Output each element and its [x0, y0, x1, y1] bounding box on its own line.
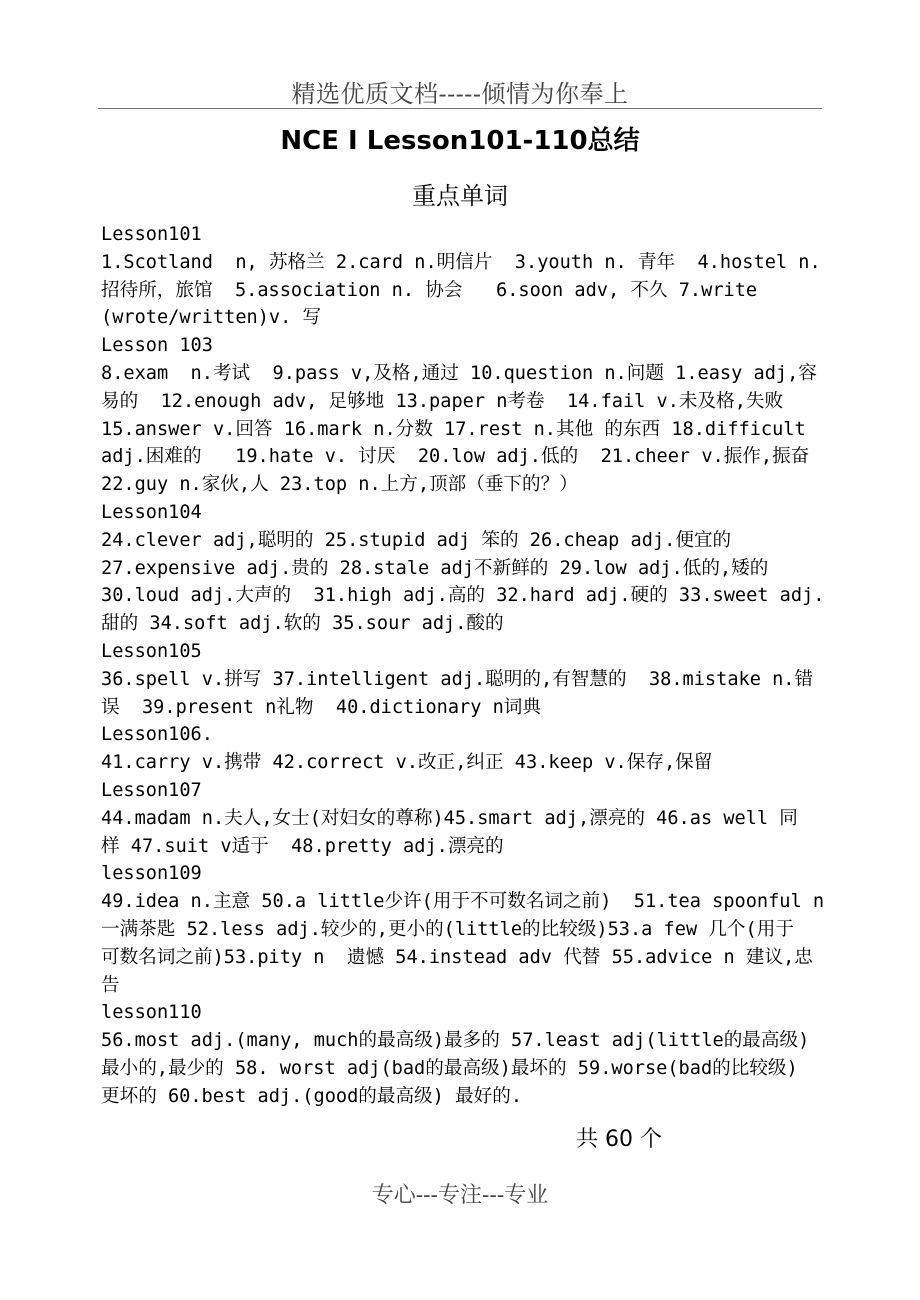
- text-line: Lesson104: [101, 501, 202, 523]
- word-count: 共 60 个: [576, 1127, 662, 1152]
- text-line: lesson109: [101, 863, 202, 885]
- text-line: adj.困难的 19.hate v. 讨厌 20.low adj.低的 21.cheer v.振作,振奋: [101, 446, 810, 468]
- vocabulary-list: [101, 221, 837, 1111]
- text-line: 1.Scotland n, 苏格兰 2.card n.明信片 3.youth n. 青年 4.hostel n.: [101, 251, 821, 273]
- text-line: 22.guy n.家伙,人 23.top n.上方,顶部（垂下的？）: [101, 474, 578, 496]
- text-line: 一满茶匙 52.less adj.较少的,更小的(little的比较级)53.a few 几个(用于: [101, 918, 794, 940]
- text-line: 样 47.suit v适于 48.pretty adj.漂亮的: [101, 835, 504, 857]
- text-line: 最小的,最少的 58. worst adj(bad的最高级)最坏的 59.worse(bad的比较级): [101, 1057, 798, 1079]
- text-line: 告: [101, 974, 120, 996]
- text-line: 30.loud adj.大声的 31.high adj.高的 32.hard adj.硬的 33.sweet adj.: [101, 585, 825, 607]
- document-title: NCE I Lesson101-110总结: [280, 126, 640, 156]
- text-line: Lesson106.: [101, 724, 213, 746]
- text-line: lesson110: [101, 1002, 202, 1024]
- text-line: 27.expensive adj.贵的 28.stale adj不新鲜的 29.low adj.低的,矮的: [101, 557, 769, 579]
- text-line: 44.madam n.夫人,女士(对妇女的尊称)45.smart adj,漂亮的 46.as well 同: [101, 807, 798, 829]
- text-line: 56.most adj.(many, much的最高级)最多的 57.least adj(little的最高级): [101, 1030, 810, 1052]
- page-header: 精选优质文档-----倾情为你奉上: [291, 80, 629, 108]
- text-line: 8.exam n.考试 9.pass v,及格,通过 10.question n.问题 1.easy adj,容: [101, 362, 817, 384]
- text-line: Lesson 103: [101, 335, 213, 357]
- text-line: 49.idea n.主意 50.a little少许(用于不可数名词之前) 51.tea spoonful n: [101, 891, 825, 913]
- text-line: Lesson105: [101, 640, 202, 662]
- text-line: 招待所，旅馆 5.association n. 协会 6.soon adv, 不久 7.write: [101, 279, 758, 301]
- text-line: 36.spell v.拼写 37.intelligent adj.聪明的,有智慧的 38.mistake n.错: [101, 668, 814, 690]
- page-footer: 专心---专注---专业: [371, 1183, 549, 1208]
- text-line: 可数名词之前)53.pity n 遗憾 54.instead adv 代替 55.advice n 建议,忠: [101, 946, 813, 968]
- text-line: Lesson107: [101, 779, 202, 801]
- section-heading: 重点单词: [412, 182, 508, 210]
- text-line: 更坏的 60.best adj.(good的最高级) 最好的.: [101, 1085, 523, 1107]
- text-line: (wrote/written)v. 写: [101, 307, 322, 329]
- text-line: 甜的 34.soft adj.软的 35.sour adj.酸的: [101, 613, 504, 635]
- text-line: 41.carry v.携带 42.correct v.改正,纠正 43.keep v.保存,保留: [101, 752, 713, 774]
- header-divider: [98, 108, 822, 109]
- text-line: 15.answer v.回答 16.mark n.分数 17.rest n.其他 的东西 18.difficult: [101, 418, 806, 440]
- text-line: 误 39.present n礼物 40.dictionary n词典: [101, 696, 541, 718]
- text-line: 易的 12.enough adv, 足够地 13.paper n考卷 14.fail v.未及格,失败: [101, 390, 784, 412]
- text-line: Lesson101: [101, 224, 202, 245]
- text-line: 24.clever adj,聪明的 25.stupid adj 笨的 26.cheap adj.便宜的: [101, 529, 732, 551]
